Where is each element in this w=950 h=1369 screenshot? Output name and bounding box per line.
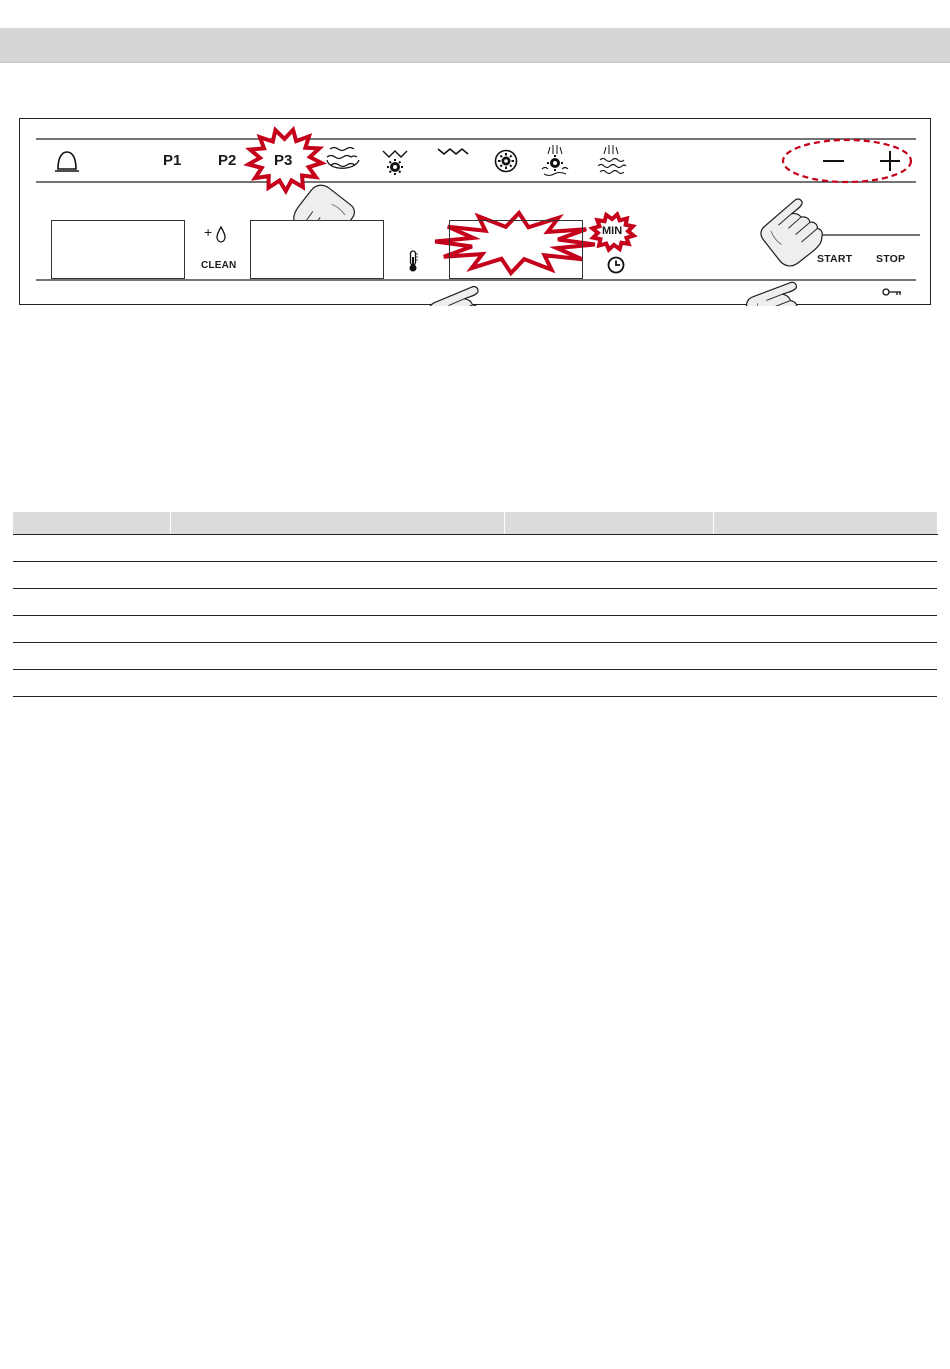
table-cell bbox=[504, 589, 713, 616]
table-cell bbox=[13, 670, 170, 697]
display-center bbox=[250, 220, 384, 279]
table-cell bbox=[504, 616, 713, 643]
table-cell bbox=[713, 643, 937, 670]
table-cell bbox=[170, 535, 504, 562]
program-p2-button[interactable]: P2 bbox=[218, 152, 237, 169]
min-label[interactable]: MIN bbox=[602, 225, 623, 237]
clean-prefix: + bbox=[204, 224, 213, 240]
table-cell bbox=[13, 643, 170, 670]
table-cell bbox=[504, 670, 713, 697]
table-row bbox=[13, 670, 937, 697]
table-row bbox=[13, 643, 937, 670]
table-row bbox=[13, 562, 937, 589]
table-cell bbox=[713, 562, 937, 589]
bell-icon[interactable] bbox=[55, 152, 79, 171]
program-p3-button[interactable]: P3 bbox=[274, 152, 293, 169]
plus-icon[interactable] bbox=[880, 151, 900, 171]
table-cell bbox=[13, 562, 170, 589]
table-cell bbox=[504, 562, 713, 589]
section-header-bar bbox=[0, 28, 950, 63]
table-row bbox=[13, 616, 937, 643]
pointing-hand-icon bbox=[744, 281, 811, 306]
pointing-hand-icon bbox=[426, 285, 494, 306]
start-button[interactable]: START bbox=[817, 253, 853, 265]
table-cell bbox=[713, 589, 937, 616]
display-right bbox=[449, 220, 583, 279]
drop-icon bbox=[217, 227, 225, 242]
stop-button[interactable]: STOP bbox=[876, 253, 906, 265]
table-cell bbox=[170, 670, 504, 697]
table-cell bbox=[13, 616, 170, 643]
spray-gear-icon[interactable] bbox=[542, 145, 568, 176]
table-row bbox=[13, 535, 937, 562]
table-cell bbox=[713, 535, 937, 562]
table-cell bbox=[504, 643, 713, 670]
program-p1-button[interactable]: P1 bbox=[163, 152, 182, 169]
table-header-cell bbox=[170, 512, 504, 535]
table-cell bbox=[13, 535, 170, 562]
water-waves-icon[interactable] bbox=[327, 148, 359, 169]
table-header-row bbox=[13, 512, 937, 535]
table-cell bbox=[170, 562, 504, 589]
key-icon[interactable] bbox=[883, 289, 901, 295]
table-cell bbox=[13, 589, 170, 616]
gear-circle-icon[interactable] bbox=[496, 151, 517, 172]
table-header-cell bbox=[13, 512, 170, 535]
table-header-cell bbox=[504, 512, 713, 535]
table-cell bbox=[170, 643, 504, 670]
zigzag-icon[interactable] bbox=[438, 149, 468, 154]
table-row bbox=[13, 589, 937, 616]
table-cell bbox=[713, 616, 937, 643]
thermometer-icon[interactable] bbox=[410, 251, 419, 272]
table-cell bbox=[170, 589, 504, 616]
table-cell bbox=[504, 535, 713, 562]
table-header-cell bbox=[713, 512, 937, 535]
spray-waves-icon[interactable] bbox=[598, 145, 626, 174]
table-cell bbox=[713, 670, 937, 697]
clock-icon[interactable] bbox=[609, 258, 624, 273]
table-cell bbox=[170, 616, 504, 643]
display-left bbox=[51, 220, 185, 279]
clean-button[interactable]: CLEAN bbox=[201, 260, 237, 271]
funnel-gear-icon[interactable] bbox=[383, 151, 407, 175]
control-panel bbox=[19, 118, 931, 305]
data-table bbox=[13, 512, 938, 697]
